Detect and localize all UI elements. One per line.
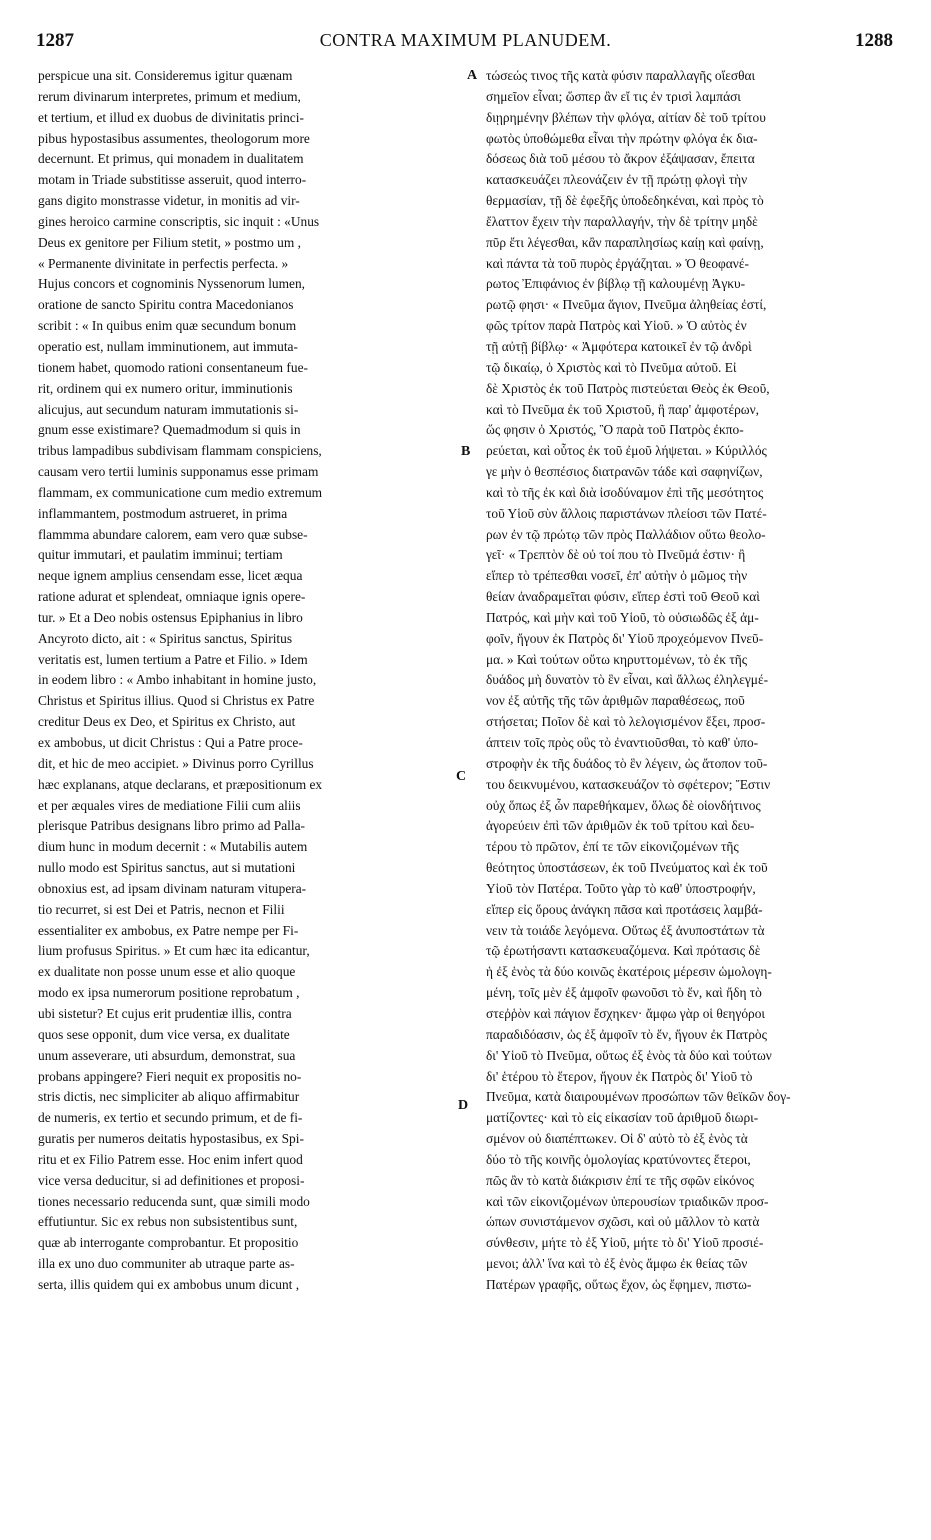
greek-text-line: δὲ Χριστὸς ἐκ τοῦ Πατρὸς πιστεύεται Θεὸς ἐκ Θεοῦ,	[486, 380, 770, 396]
greek-text-line: διῃρημένην βλέπων τὴν φλόγα, αἰτίαν δὲ τοῦ τρίτου	[486, 109, 766, 125]
greek-text-line: πῶς ἂν τὸ κατὰ διάκρισιν ἐπί τε τῆς σφῶν εἰκόνος	[486, 1172, 754, 1188]
margin-marker-d: D	[458, 1098, 469, 1113]
latin-text-line: dium hunc in modum decernit : « Mutabilis autem	[38, 839, 308, 855]
latin-text-line: pibus hypostasibus assumentes, theologorum more	[38, 130, 310, 146]
latin-text-line: rerum divinarum interpretes, primum et medium,	[38, 88, 301, 104]
latin-text-line: rit, ordinem qui ex numero oritur, imminutionis	[38, 380, 293, 396]
greek-text-line: καὶ τὸ τῆς ἐκ καὶ διὰ ἰσοδύναμον ἐπὶ τῆς μεσότητος	[486, 484, 764, 500]
latin-text-line: essentialiter ex ambobus, ex Patre nempe per Fi-	[38, 922, 299, 938]
latin-text-line: neque ignem amplius censendam esse, licet æqua	[38, 568, 303, 584]
greek-text-line: εἴπερ τὸ τρέπεσθαι νοσεῖ, ἐπ' αὐτὴν ὁ μῶμος τὴν	[486, 568, 748, 584]
latin-text-line: tiones necessario reducenda sunt, quæ simili modo	[38, 1193, 310, 1209]
greek-text-line: καὶ τὸ Πνεῦμα ἐκ τοῦ Χριστοῦ, ἢ παρ' ἀμφοτέρων,	[486, 401, 759, 417]
greek-text-line: ρων ἐν τῷ πρώτῳ τῶν πρὸς Παλλάδιον οὕτω θεολο-	[486, 526, 766, 542]
greek-text-line: Υἱοῦ τὸν Πατέρα. Τοῦτο γὰρ τὸ καθ' ὑποστροφήν,	[486, 880, 756, 896]
latin-text-line: probans appingere? Fieri nequit ex propositis no-	[38, 1068, 302, 1084]
greek-text-line: θείαν ἀναδραμεῖται φύσιν, εἴπερ ἐστὶ τοῦ Θεοῦ καὶ	[486, 589, 760, 605]
greek-text-line: στροφὴν ἐκ τῆς δυάδος τὸ ἓν λέγειν, ὡς ἄτοπον τοῦ-	[486, 755, 768, 771]
greek-text-line: στεῤῥὸν καὶ πάγιον ἔσχηκεν· ἄμφω γὰρ οἱ θεηγόροι	[486, 1005, 766, 1021]
latin-text-line: decernunt. Et primus, qui monadem in dualitatem	[38, 151, 304, 167]
latin-text-line: plerisque Patribus designans libro primo ad Palla-	[38, 818, 306, 834]
greek-text-line: νον ἐξ αὐτῆς τῆς τῶν ἀριθμῶν παραθέσεως, ποῦ	[486, 693, 745, 709]
margin-marker-c: C	[456, 769, 467, 784]
greek-text-line: Πατέρων γραφῆς, οὕτως ἔχον, ὡς ἔφημεν, πιστω-	[486, 1276, 752, 1292]
latin-text-line: quos sese opponit, dum vice versa, ex dualitate	[38, 1026, 290, 1042]
greek-text-line: θερμασίαν, τῇ δὲ ἐφεξῆς ὑποδεδηκέναι, καὶ πρὸς τὸ	[486, 193, 764, 209]
running-title: CONTRA MAXIMUM PLANUDEM.	[319, 30, 612, 50]
greek-text-line: μα. » Καὶ τούτων οὕτω κηρυττομένων, τὸ ἐκ τῆς	[486, 651, 748, 667]
latin-text-line: flammam, ex communicatione cum medio extremum	[38, 484, 323, 500]
greek-text-line: φοῖν, ἤγουν ἐκ Πατρὸς δι' Υἱοῦ προχεόμενον Πνεῦ-	[486, 630, 764, 646]
latin-text-column	[38, 66, 458, 1296]
greek-text-line: ἔλαττον ἔχειν τὴν παραλλαγήν, τὴν δὲ τρίτην μηδὲ	[486, 213, 758, 229]
latin-text-line: tur. » Et a Deo nobis ostensus Epiphanius in libro	[38, 609, 303, 625]
greek-text-line: σύνθεσιν, μήτε τὸ ἐξ Υἱοῦ, μήτε τὸ δι' Υἱοῦ προσιέ-	[486, 1235, 764, 1251]
right-page-number: 1288	[855, 30, 893, 51]
greek-text-line: σημεῖον εἶναι; ὥσπερ ἂν εἴ τις ἐν τρισὶ λαμπάσι	[486, 88, 741, 104]
greek-text-line: δύο τὸ τῆς κοινῆς ὁμολογίας κρατύνοντες ἕτεροι,	[486, 1151, 751, 1167]
latin-text-line: « Permanente divinitate in perfectis perfecta. »	[38, 255, 289, 271]
greek-text-line: ματίζοντες· καὶ τὸ εἰς εἰκασίαν τοῦ ἀριθμοῦ διωρι-	[486, 1110, 759, 1126]
latin-text-line: perspicue una sit. Consideremus igitur quænam	[38, 68, 293, 83]
latin-text-line: stris dictis, nec simpliciter ab aliquo affirmabitur	[38, 1089, 300, 1105]
latin-text-line: lium profusus Spiritus. » Et cum hæc ita edicantur,	[38, 943, 310, 959]
latin-text-line: et tertium, et illud ex duobus de divinitatis princi-	[38, 109, 304, 125]
latin-text-line: tio recurret, si est Dei et Patris, necnon et Filii	[38, 901, 285, 917]
greek-text-line: εἴπερ εἰς ὅρους ἀνάγκη πᾶσα καὶ προτάσεις λαμβά-	[486, 901, 763, 917]
latin-text-line: scribit : « In quibus enim quæ secundum bonum	[38, 318, 297, 334]
greek-text-line: μένη, τοῖς μὲν ἐξ ἀμφοῖν φωνοῦσι τὸ ἕν, καὶ ἤδη τὸ	[486, 985, 762, 1001]
latin-text-line: modo ex ipsa numerorum positione reprobatum ,	[38, 985, 300, 1001]
greek-text-line: ρωτῷ φησι· « Πνεῦμα ἅγιον, Πνεῦμα ἀληθείας ἐστί,	[486, 297, 767, 313]
latin-text-line: hæc explanans, atque declarans, et præpositionum ex	[38, 776, 323, 792]
latin-text-line: Christus et Spiritus illius. Quod si Christus ex Patre	[38, 693, 315, 709]
latin-text-line: tionem habet, quomodo rationi consentaneum fue-	[38, 359, 308, 375]
greek-text-line: ὥς φησιν ὁ Χριστός, Ὃ παρὰ τοῦ Πατρὸς ἐκπο-	[486, 422, 744, 438]
greek-text-line: δι' Υἱοῦ τὸ Πνεῦμα, οὕτως ἐξ ἑνὸς τὰ δύο καὶ τούτων	[486, 1047, 772, 1063]
greek-text-line: τώσεώς τινος τῆς κατὰ φύσιν παραλλαγῆς οἴεσθαι	[486, 68, 756, 83]
left-page-number: 1287	[36, 30, 74, 51]
latin-text-line: oratione de sancto Spiritu contra Macedonianos	[38, 297, 294, 313]
greek-text-line: τῇ αὐτῇ βίβλῳ· « Ἀμφότερα κατοικεῖ ἐν τῷ ἀνδρὶ	[486, 338, 752, 354]
greek-text-line: γεῖ· « Τρεπτὸν δὲ οὐ τοί που τὸ Πνεῦμά ἐστιν· ἢ	[486, 547, 746, 563]
latin-text-line: dit, et hic de meo accipiet. » Divinus porro Cyrillus	[38, 755, 314, 771]
greek-text-line: ώπων συνιστάμενον σχῶσι, καὶ οὐ μᾶλλον τὸ κατὰ	[486, 1214, 760, 1230]
latin-text-line: unum asseverare, uti absurdum, demonstrat, sua	[38, 1047, 296, 1063]
latin-text-line: inflammantem, postmodum astrueret, in prima	[38, 505, 288, 521]
greek-text-line: ρεύεται, καὶ οὗτος ἐκ τοῦ ἐμοῦ λήψεται. » Κύριλλός	[486, 443, 767, 459]
greek-text-line: Πνεῦμα, κατὰ διαιρουμένων προσώπων τῶν θεϊκῶν δογ-	[486, 1089, 791, 1105]
latin-text-line: Deus ex genitore per Filium stetit, » postmo um ,	[38, 234, 301, 250]
latin-text-line: motam in Triade substitisse asseruit, quod interro-	[38, 172, 307, 188]
greek-text-line: ἀγορεύειν ἐπὶ τῶν ἀριθμῶν ἐκ τοῦ τρίτου καὶ δευ-	[486, 818, 755, 834]
latin-text-line: nullo modo est Spiritus sanctus, aut si mutationi	[38, 860, 296, 876]
greek-text-line: άπτειν τοῖς πρὸς οὓς τὸ ἐναντιοῦσθαι, τὸ καθ' ὑπο-	[486, 735, 759, 750]
latin-text-line: ubi sistetur? Et cujus erit prudentiæ illis, contra	[38, 1005, 292, 1021]
greek-text-line: σμένον οὐ διαπέπτωκεν. Οἱ δ' αὐτὸ τὸ ἐξ ἑνὸς τὰ	[486, 1131, 748, 1147]
latin-text-line: guratis per numeros deitatis hypostasibus, ex Spi-	[38, 1131, 304, 1147]
greek-text-line: οὐχ ὅπως ἐξ ὧν παρεθήκαμεν, ὅλως δὲ οἱονδήτινος	[486, 797, 761, 813]
latin-text-line: tribus lampadibus subdivisam flammam conspiciens,	[38, 443, 322, 459]
margin-marker-b: B	[461, 444, 471, 459]
greek-text-line: μενοι; ἀλλ' ἵνα καὶ τὸ ἐξ ἑνὸς ἄμφω ἐκ θείας τῶν	[486, 1256, 748, 1272]
latin-text-line: gnum esse existimare? Quemadmodum si quis in	[38, 422, 301, 438]
latin-text-line: illa ex uno duo communiter ab utraque parte as-	[38, 1256, 295, 1272]
greek-text-line: ἡ ἐξ ἑνὸς τὰ δύο κοινῶς ἑκατέροις μέρεσιν ὡμολογη-	[486, 964, 772, 980]
greek-text-line: τῷ δικαίῳ, ὁ Χριστὸς καὶ τὸ Πνεῦμα αὐτοῦ. Εἰ	[486, 359, 737, 375]
greek-text-line: καὶ πάντα τὰ τοῦ πυρὸς ἐργάζηται. » Ὁ θεοφανέ-	[486, 255, 749, 271]
greek-text-line: δυάδος μὴ δυνατὸν τὸ ἓν εἶναι, καὶ ἄλλως ἐληλεγμέ-	[486, 672, 769, 688]
latin-text-line: Ancyroto dicto, ait : « Spiritus sanctus, Spiritus	[38, 630, 293, 646]
greek-text-line: θεότητος ὑποστάσεων, ἐκ τοῦ Πνεύματος καὶ ἐκ τοῦ	[486, 860, 768, 876]
greek-text-line: του δεικνυμένου, κατασκευάζον τὸ σφέτερον; Ἔστιν	[486, 776, 771, 792]
greek-text-line: καὶ τῶν εἰκονιζομένων ὑπερουσίων τριαδικῶν προσ-	[486, 1193, 769, 1209]
greek-text-line: δόσεως διὰ τοῦ μέσου τὸ ἄκρον ἐξάψασαν, ἔπειτα	[486, 151, 755, 167]
greek-text-line: δι' ἑτέρου τὸ ἕτερον, ἤγουν ἐκ Πατρὸς δι' Υἱοῦ τὸ	[486, 1068, 753, 1084]
latin-text-line: effutiuntur. Sic ex rebus non subsistentibus sunt,	[38, 1214, 298, 1230]
greek-text-line: τέρου τὸ πρῶτον, ἐπί τε τῶν εἰκονιζομένων τῆς	[486, 839, 739, 855]
latin-text-line: ratione adurat et splendeat, omniaque ignis opere-	[38, 589, 306, 605]
greek-text-line: φωτὸς ὑποθώμεθα εἶναι τὴν πρώτην φλόγα ἐκ δια-	[486, 130, 758, 146]
latin-text-line: quæ ab interrogante comprobantur. Et propositio	[38, 1235, 299, 1251]
latin-text-line: ex ambobus, ut dicit Christus : Qui a Patre proce-	[38, 735, 303, 750]
latin-text-line: gines heroico carmine conscriptis, sic inquit : «Unus	[38, 213, 320, 229]
greek-text-line: φῶς τρίτον παρὰ Πατρὸς καὶ Υἱοῦ. » Ὁ αὐτὸς ἐν	[486, 318, 747, 334]
latin-text-line: et per æquales vires de mediatione Filii cum aliis	[38, 797, 301, 813]
latin-text-line: causam vero tertii luminis supponamus esse primam	[38, 464, 319, 480]
greek-text-line: Πατρός, καὶ μὴν καὶ τοῦ Υἱοῦ, τὸ οὐσιωδῶς ἐξ ἀμ-	[486, 609, 759, 625]
latin-text-line: de numeris, ex tertio et secundo primum, et de fi-	[38, 1110, 303, 1126]
latin-text-line: flammma abundare calorem, eam vero quæ subse-	[38, 526, 308, 542]
latin-text-line: veritatis est, lumen tertium a Patre et Filio. » Idem	[38, 651, 308, 667]
latin-text-line: quitur immutari, et paulatim imminui; tertiam	[38, 547, 283, 563]
latin-text-line: obnoxius est, ad ipsam divinam naturam vitupera-	[38, 880, 307, 896]
latin-text-line: vice versa deducitur, si ad definitiones et proposi-	[38, 1172, 305, 1188]
greek-text-line: γε μὴν ὁ θεσπέσιος διατρανῶν τάδε καὶ σαφηνίζων,	[486, 464, 763, 480]
greek-text-line: κατασκευάζει πλεονάζειν ἐν τῇ πρώτῃ φλογὶ τὴν	[486, 172, 748, 188]
latin-text-line: operatio est, nullam imminutionem, aut immuta-	[38, 338, 298, 354]
latin-text-line: ex dualitate non posse unum esse et alio quoque	[38, 964, 296, 980]
greek-text-line: πῦρ ἔτι λέγεσθαι, κἂν παραπλησίως καίῃ καὶ φαίνῃ,	[486, 234, 764, 250]
greek-text-line: τῷ ἐρωτήσαντι κατασκευαζόμενα. Καὶ πρότασις δὲ	[486, 943, 761, 959]
greek-text-line: παραδιδόασιν, ὡς ἐξ ἀμφοῖν τὸ ἕν, ἤγουν ἐκ Πατρὸς	[486, 1026, 767, 1042]
greek-text-line: στήσεται; Ποῖον δὲ καὶ τὸ λελογισμένον ἕξει, προσ-	[486, 714, 766, 730]
greek-text-line: ρωτος Ἐπιφάνιος ἐν βίβλῳ τῇ καλουμένῃ Ἀγκυ-	[486, 276, 746, 292]
latin-text-line: serta, illis quidem qui ex ambobus unum dicunt ,	[38, 1276, 300, 1292]
greek-text-line: νειν τὰ τοιάδε λεγόμενα. Οὕτως ἐξ ἀνυποστάτων τὰ	[486, 922, 765, 938]
latin-text-line: creditur Deus ex Deo, et Spiritus ex Christo, aut	[38, 714, 296, 730]
latin-text-line: in eodem libro : « Ambo inhabitant in homine justo,	[38, 672, 317, 688]
latin-text-line: gans digito monstrasse videtur, in monitis ad vir-	[38, 193, 300, 209]
greek-text-line: τοῦ Υἱοῦ σὺν ἄλλοις παριστάνων πλείοσι τῶν Πατέ-	[486, 505, 767, 521]
greek-text-column	[486, 66, 898, 1296]
margin-marker-a: A	[467, 68, 478, 83]
latin-text-line: ritu et ex Filio Patrem esse. Hoc enim infert quod	[38, 1151, 303, 1167]
latin-text-line: alicujus, aut secundum naturam immutationis si-	[38, 401, 299, 417]
latin-text-line: Hujus concors et cognominis Nyssenorum lumen,	[38, 276, 306, 292]
